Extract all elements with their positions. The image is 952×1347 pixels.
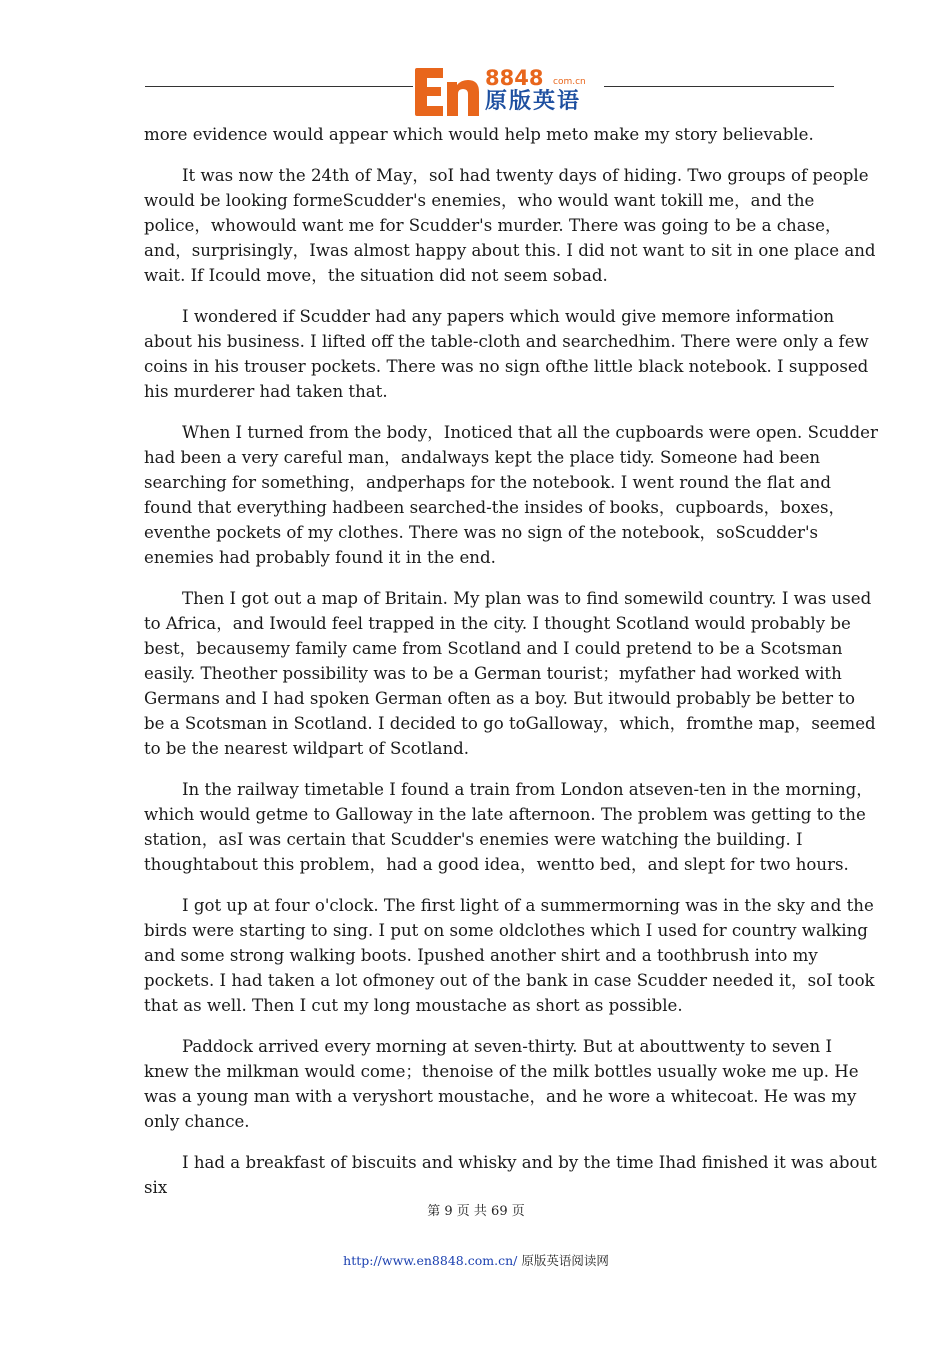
paragraph: Paddock arrived every morning at seven-thirty. But at abouttwenty to seven I knew the milkman would come；thenoise of the milk bottles usually woke me up. He was a young man with a veryshort moustache，and he wore a whitecoat. He was my only chance. — [144, 1037, 859, 1131]
paragraph: I got up at four o'clock. The first light of a summermorning was in the sky and the birds were starting to sing. I put on some oldclothes which I used for country walking and some strong walking boots. Ipushed another shirt and a toothbrush into my pockets. I had taken a lot ofmoney out of the bank in case Scudder needed it，soI took that as well. Then I cut my long moustache as short as possible. — [144, 896, 875, 1015]
page-number: 第 9 页 共 69 页 — [427, 1204, 525, 1219]
paragraph: Then I got out a map of Britain. My plan was to find somewild country. I was used to Africa，and Iwould feel trapped in the city. I thought Scotland would probably be best，becausemy family came from Scotland and I could pretend to be a Scotsman easily. Theother possibility was to be a German tourist；myfather had worked with Germans and I had spoken German often as a boy. But itwould probably be better to be a Scotsman in Scotland. I decided to go toGalloway，which，fromthe map，seemed to be the nearest wildpart of Scotland. — [144, 589, 876, 758]
paragraph: more evidence would appear which would help meto make my story believable. — [144, 125, 814, 144]
paragraph: It was now the 24th of May，soI had twenty days of hiding. Two groups of people would be looking formeScudder's enemies，who would want tokill me，and the police，whowould want me for Scudder's murder. There was going to be a chase，and，surprisingly，Iwas almost happy about this. I did not want to sit in one place and wait. If Icould move，the situation did not seem sobad. — [144, 166, 876, 285]
logo-domain: com.cn — [553, 77, 586, 87]
header-rule-left — [145, 86, 413, 87]
paragraph: I wondered if Scudder had any papers which would give memore information about his business. I lifted off the table-cloth and searchedhim. There were only a few coins in his trouser pockets. There was no sign ofthe little black notebook. I supposed his murderer had taken that. — [144, 307, 869, 401]
footer-site — [0, 1251, 952, 1269]
site-name: 原版英语阅读网 — [521, 1253, 609, 1268]
en-logo-icon — [413, 66, 481, 118]
paragraph: I had a breakfast of biscuits and whisky and by the time Ihad finished it was about six — [144, 1153, 877, 1197]
paragraph: When I turned from the body，Inoticed that all the cupboards were open. Scudder had been a very careful man，andalways kept the place tidy. Someone had been searching for something，andperhaps for the notebook. I went round the flat and found that everything hadbeen searched-the insides of books，cupboards，boxes，eventhe pockets of my clothes. There was no sign of the notebook，soScudder's enemies had probably found it in the end. — [144, 423, 878, 567]
logo-chinese-name: 原版英语 — [485, 89, 582, 114]
paragraph: In the railway timetable I found a train from London atseven-ten in the morning，which would getme to Galloway in the late afternoon. The problem was getting to the station，asI was certain that Scudder's enemies were watching the building. I thoughtabout this problem，had a good idea，wentto bed，and slept for two hours. — [144, 780, 873, 874]
logo-number: 8848 — [485, 66, 544, 90]
site-url-link[interactable]: http://www.en8848.com.cn/ — [343, 1253, 518, 1268]
site-logo — [413, 66, 605, 118]
header-rule-right — [604, 86, 834, 87]
article-body — [144, 122, 880, 1216]
